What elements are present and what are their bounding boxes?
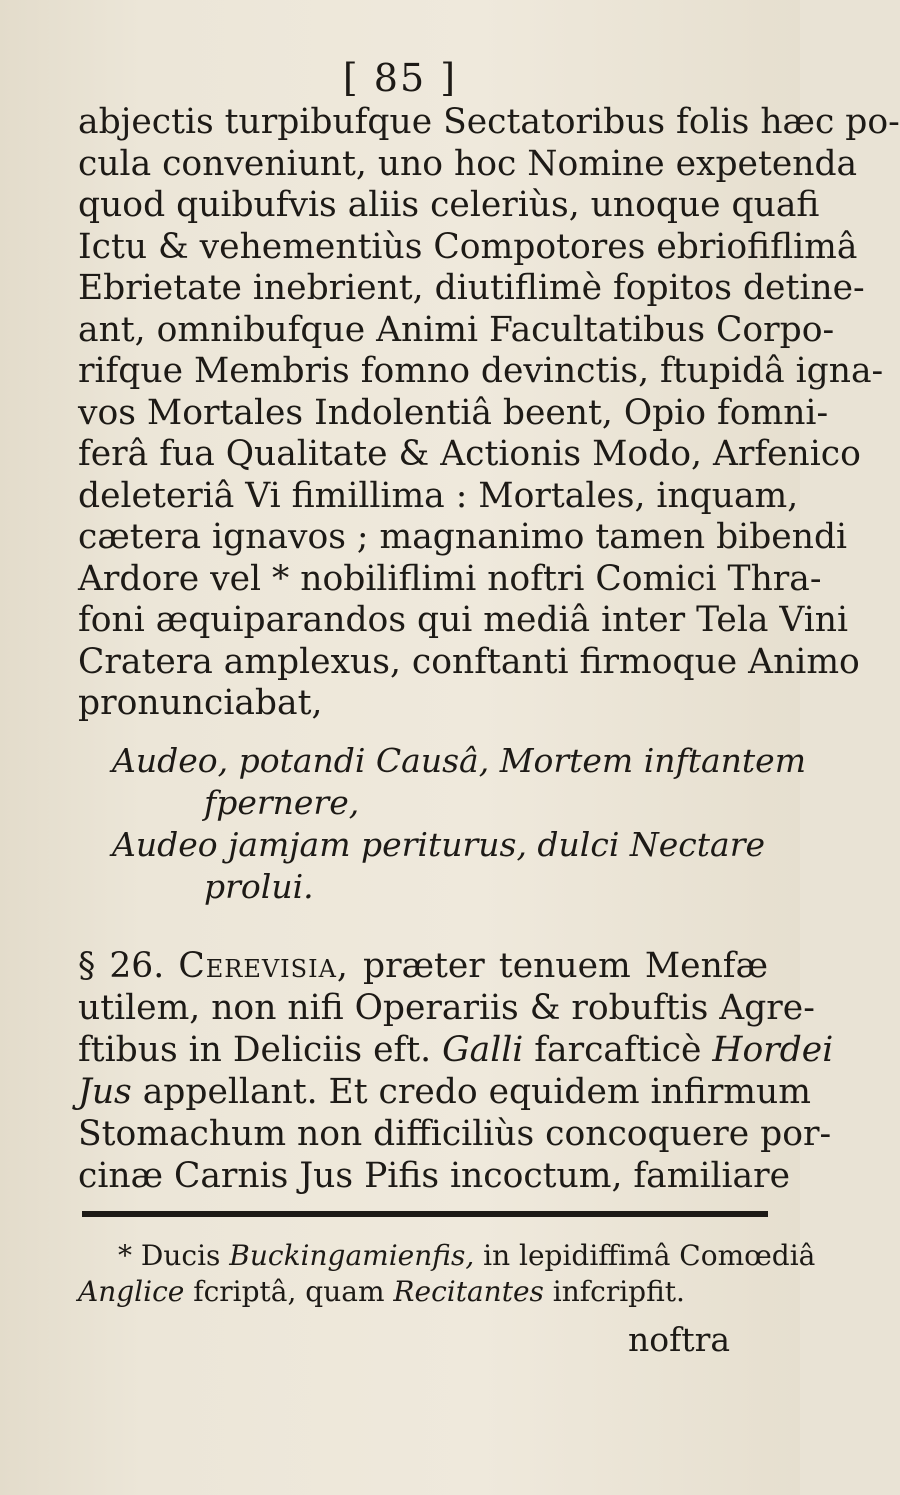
verse-line: Audeo jamjam periturus, dulci Nectare [112,825,766,864]
footnote-line [78,1238,816,1274]
footnote-text: in lepidiffimâ Comœdiâ [483,1239,816,1272]
section-line: utilem, non nifi Operariis & robuftis Agre- [78,988,815,1028]
paragraph-line: deleteriâ Vi fimillima : Mortales, inquam, [78,475,799,516]
section-line [78,945,768,987]
footnote-marker: * Ducis [118,1239,221,1272]
paragraph-line: cula conveniunt, uno hoc Nomine expetenda [78,143,858,184]
paragraph-line: ferâ fua Qualitate & Actionis Modo, Arfenico [78,434,861,474]
page-number: [ 85 ] [342,56,458,100]
paragraph-line: Ebrietate inebrient, diutiflimè fopitos detine- [78,268,865,308]
section-text: præter tenuem Menfæ [363,946,768,986]
paragraph-line: rifque Membris fomno devinctis, ftupidâ igna- [78,351,884,391]
paragraph-line: pronunciabat, [78,683,323,723]
verse-line: fpernere, [204,783,360,822]
italic-word: Anglice [78,1275,185,1308]
section-text: ftibus in Deliciis eft. [78,1030,432,1070]
paragraph-line: Cratera amplexus, conftanti firmoque Animo [78,641,860,682]
footnote-line [78,1274,768,1310]
verse-line: prolui. [204,867,314,906]
section-line: Stomachum non difficiliùs concoquere por- [78,1114,832,1154]
verse-quotation [78,740,806,908]
footnote-divider [82,1211,768,1217]
section-text: appellant. Et credo equidem infirmum [142,1072,811,1112]
paragraph-line: cætera ignavos ; magnanimo tamen bibendi [78,517,848,557]
paragraph-line: ant, omnibufque Animi Facultatibus Corpo- [78,309,835,350]
verse-line: Audeo, potandi Causâ, Mortem inftantem [112,741,806,780]
paragraph-line: vos Mortales Indolentiâ beent, Opio fomni- [78,392,829,433]
paragraph-line: Ardore vel * nobiliflimi noftri Comici Thra- [78,558,822,599]
catchword: noftra [628,1320,731,1359]
section-line [78,1071,811,1113]
paragraph-line: Ictu & vehementiùs Compotores ebriofiflimâ [78,226,858,267]
paragraph-line: abjectis turpibufque Sectatoribus folis hæc po- [78,102,900,142]
italic-word: Galli [442,1030,524,1070]
main-paragraph [78,102,900,725]
italic-word: Recitantes [393,1275,544,1308]
footnote [78,1238,816,1310]
section-line: cinæ Carnis Jus Pifis incoctum, familiare [78,1156,791,1196]
section-heading: Cerevisia, [178,946,349,986]
section-number: § 26. [78,946,165,986]
paragraph-line: foni æquiparandos qui mediâ inter Tela Vini [78,600,848,640]
section-26 [78,945,834,1197]
section-text: farcafticè [534,1030,702,1070]
footnote-text: fcriptâ, quam [193,1275,385,1308]
italic-word: Buckingamienfis, [229,1239,475,1272]
paragraph-line: quod quibufvis aliis celeriùs, unoque quafi [78,185,820,225]
footnote-text: infcripfit. [552,1275,685,1308]
italic-word: Jus [78,1072,132,1112]
section-line [78,1029,834,1071]
italic-word: Hordei [712,1030,834,1070]
